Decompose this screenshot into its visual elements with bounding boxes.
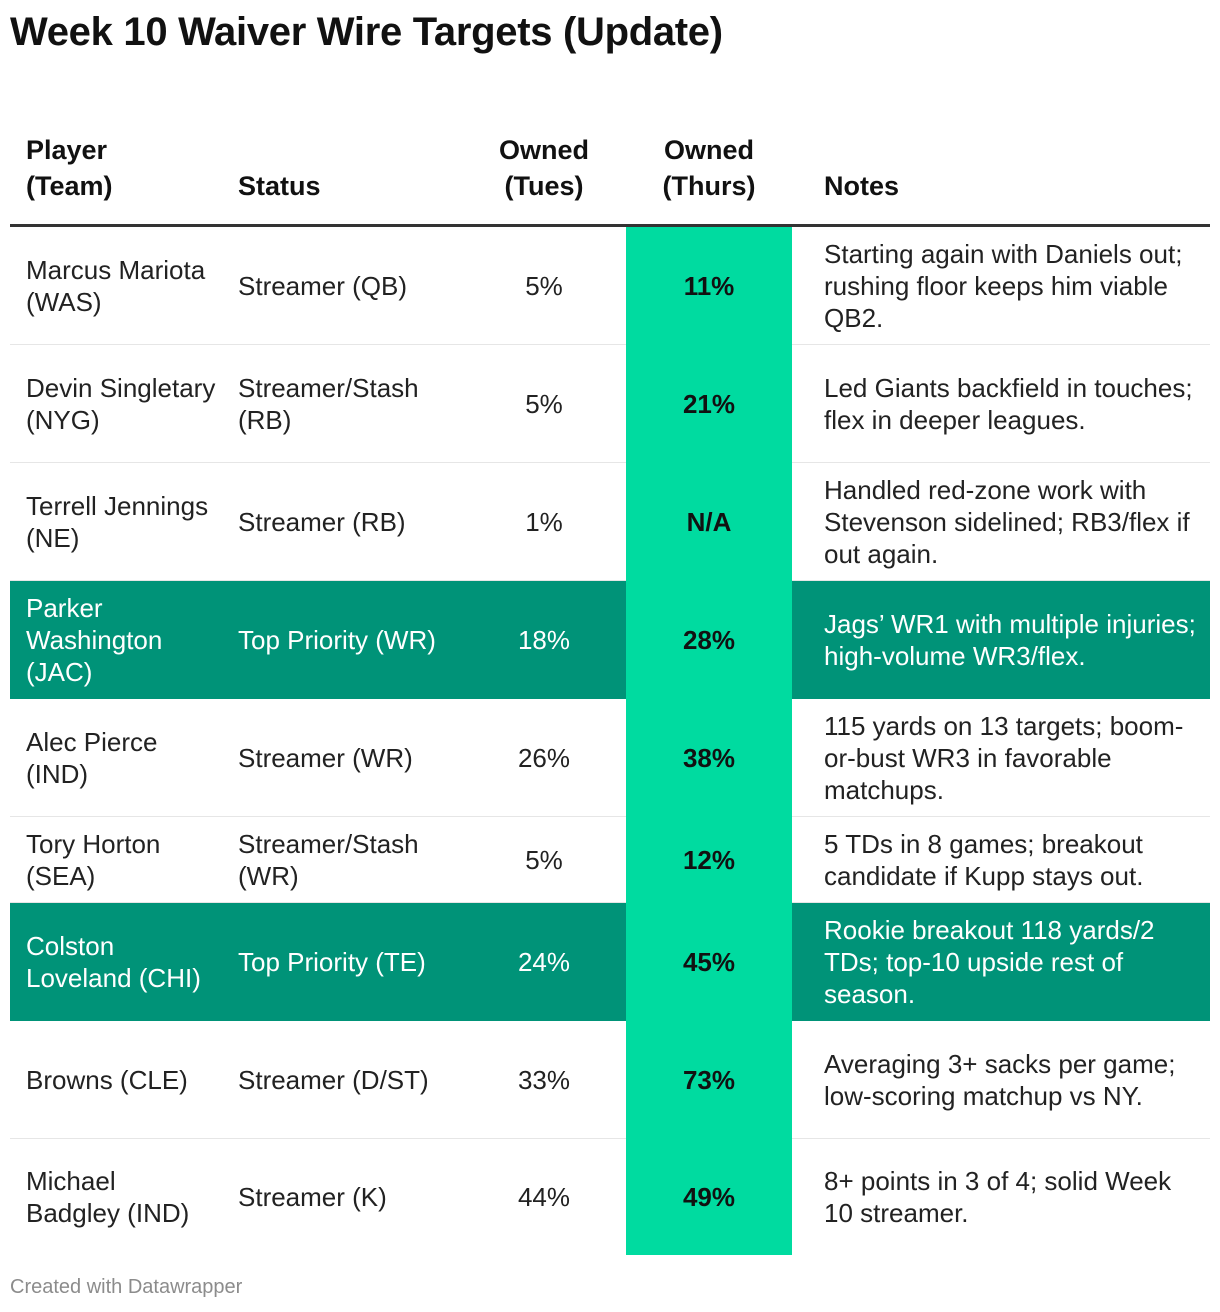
owned-tues-cell: 33% (462, 1021, 626, 1139)
notes-cell: Starting again with Daniels out; rushing floor keeps him viable QB2. (792, 226, 1210, 345)
table-row (10, 226, 1210, 345)
owned-tues-cell: 18% (462, 581, 626, 699)
owned-thurs-cell: 21% (626, 345, 792, 463)
table-row (10, 463, 1210, 581)
table-row-top-priority (10, 581, 1210, 699)
header-notes: Notes (792, 112, 1210, 226)
header-player: Player (Team) (10, 112, 222, 226)
player-cell: Devin Singletary (NYG) (10, 345, 222, 463)
owned-thurs-cell: 73% (626, 1021, 792, 1139)
status-cell: Streamer (D/ST) (222, 1021, 462, 1139)
credit-footer: Created with Datawrapper (10, 1276, 243, 1298)
status-cell: Streamer/Stash (RB) (222, 345, 462, 463)
table-row (10, 1021, 1210, 1139)
owned-thurs-cell: 11% (626, 226, 792, 345)
status-cell: Streamer (RB) (222, 463, 462, 581)
player-cell: Michael Badgley (IND) (26, 1166, 190, 1228)
table-row (10, 1139, 1210, 1256)
header-owned-tues: Owned (Tues) (462, 112, 626, 226)
player-cell: Parker Washington (JAC) (10, 581, 222, 699)
notes-cell: Led Giants backfield in touches; flex in deeper leagues. (792, 345, 1210, 463)
notes-cell: 5 TDs in 8 games; breakout candidate if Kupp stays out. (792, 817, 1210, 903)
notes-cell: Handled red-zone work with Stevenson sidelined; RB3/flex if out again. (792, 463, 1210, 581)
notes-cell: 115 yards on 13 targets; boom-or-bust WR3 in favorable matchups. (792, 699, 1210, 817)
status-cell: Streamer/Stash (WR) (222, 817, 462, 903)
status-cell: Top Priority (TE) (222, 903, 462, 1021)
status-cell: Streamer (K) (238, 1182, 387, 1212)
table-row (10, 345, 1210, 463)
player-cell: Tory Horton (SEA) (10, 817, 222, 903)
player-cell: Browns (CLE) (10, 1021, 222, 1139)
owned-tues-cell: 5% (462, 226, 626, 345)
notes-cell: Averaging 3+ sacks per game; low-scoring matchup vs NY. (792, 1021, 1210, 1139)
owned-tues-cell: 24% (462, 903, 626, 1021)
owned-thurs-cell: 45% (626, 903, 792, 1021)
player-cell: Marcus Mariota (WAS) (10, 226, 222, 345)
player-cell: Alec Pierce (IND) (10, 699, 222, 817)
owned-thurs-cell: 28% (626, 581, 792, 699)
header-status: Status (222, 112, 462, 226)
waiver-table (10, 112, 1210, 1255)
player-cell: Colston Loveland (CHI) (10, 903, 222, 1021)
chart-title: Week 10 Waiver Wire Targets (Update) (10, 10, 723, 54)
table-row (10, 699, 1210, 817)
status-cell: Streamer (QB) (222, 226, 462, 345)
owned-tues-cell: 44% (517, 1182, 571, 1212)
header-row (10, 112, 1210, 226)
table-row (10, 817, 1210, 903)
status-cell: Streamer (WR) (222, 699, 462, 817)
status-cell: Top Priority (WR) (222, 581, 462, 699)
notes-cell: 8+ points in 3 of 4; solid Week 10 streamer. (824, 1166, 1172, 1228)
player-cell: Terrell Jennings (NE) (10, 463, 222, 581)
owned-tues-cell: 5% (462, 817, 626, 903)
owned-thurs-cell: 12% (626, 817, 792, 903)
owned-tues-cell: 26% (462, 699, 626, 817)
owned-thurs-cell: N/A (626, 463, 792, 581)
owned-tues-cell: 1% (462, 463, 626, 581)
owned-thurs-cell: 38% (626, 699, 792, 817)
table-row-top-priority (10, 903, 1210, 1021)
header-owned-thurs: Owned (Thurs) (626, 112, 792, 226)
owned-thurs-cell: 49% (626, 1139, 792, 1256)
notes-cell: Jags’ WR1 with multiple injuries; high-volume WR3/flex. (792, 581, 1210, 699)
notes-cell: Rookie breakout 118 yards/2 TDs; top-10 upside rest of season. (792, 903, 1210, 1021)
owned-tues-cell: 5% (462, 345, 626, 463)
